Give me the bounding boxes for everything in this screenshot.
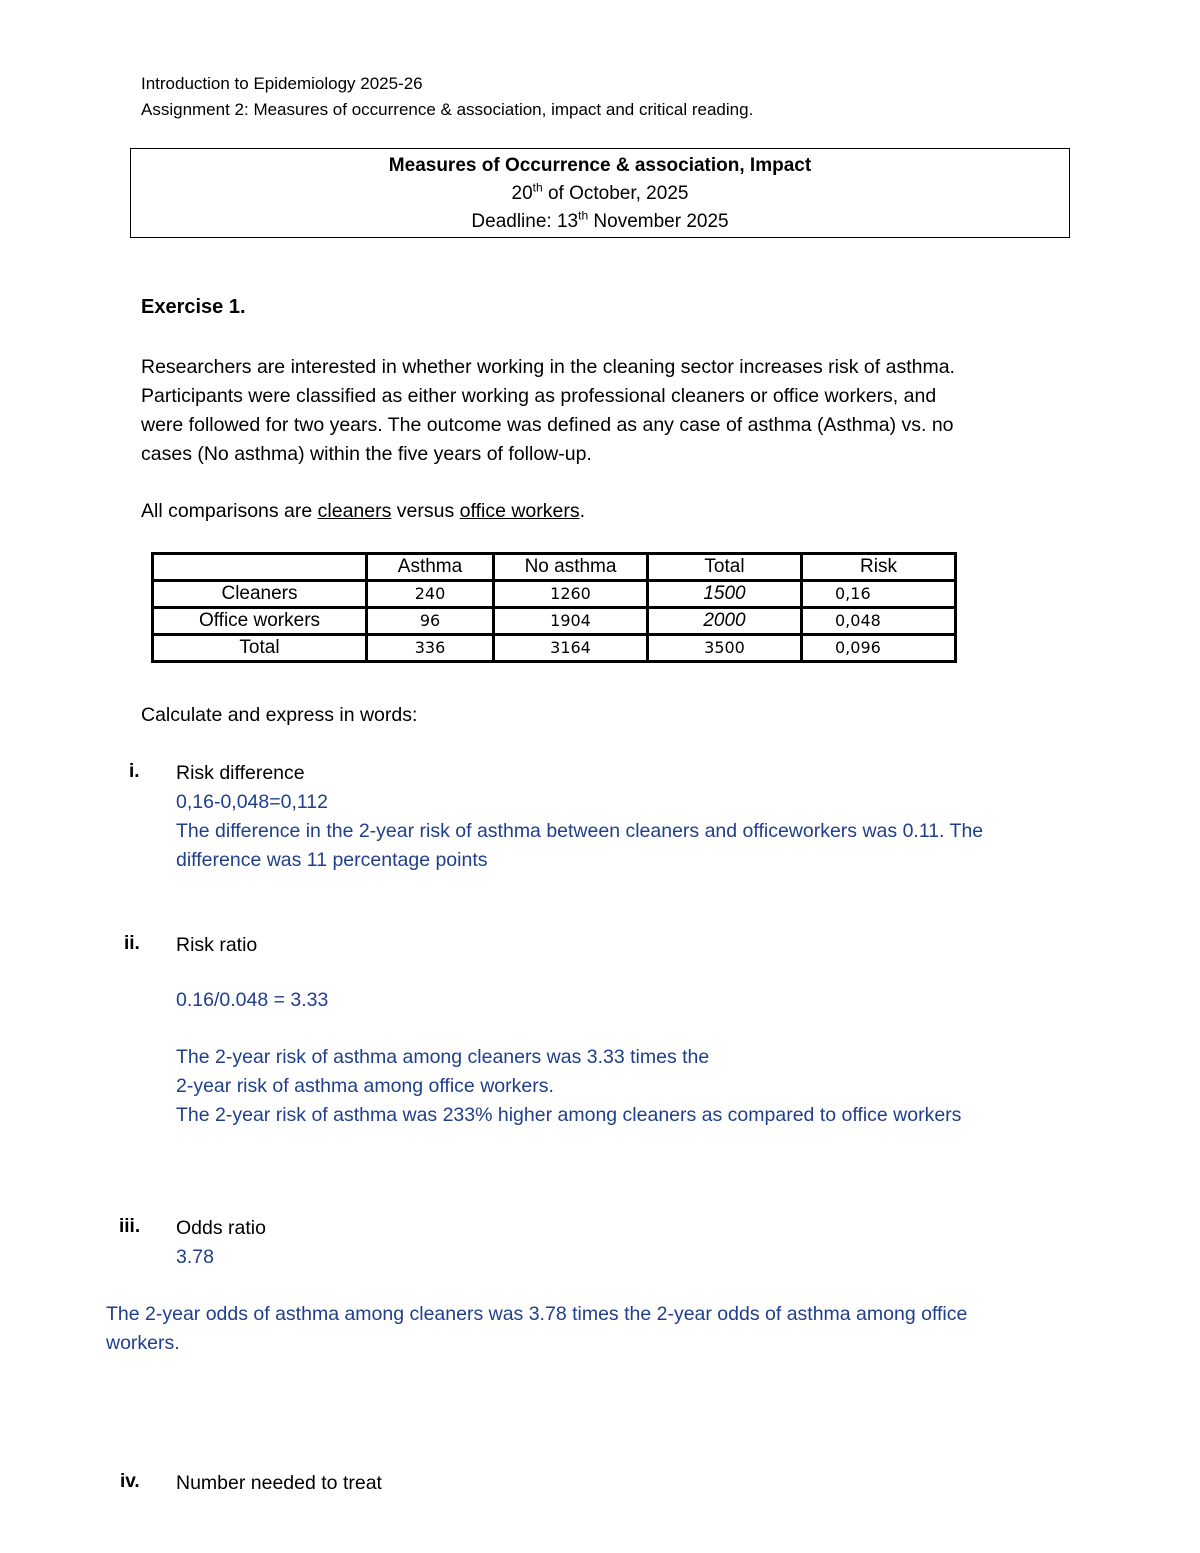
- total-cell: 3500: [648, 635, 802, 662]
- row-label: Office workers: [153, 608, 367, 635]
- table-row: [153, 608, 956, 635]
- numeral-iii: iii.: [119, 1216, 141, 1237]
- header-cell: No asthma: [494, 554, 648, 581]
- total-cell: 1500: [648, 581, 802, 608]
- course-title: Introduction to Epidemiology 2025-26: [141, 74, 423, 93]
- risk-cell: 0,048: [802, 608, 956, 635]
- question-label: Number needed to treat: [176, 1472, 382, 1494]
- answer-line: 2-year risk of asthma among office workers.: [176, 1075, 554, 1097]
- title-box: [130, 148, 1070, 238]
- header-cell: [153, 554, 367, 581]
- row-label: Cleaners: [153, 581, 367, 608]
- box-title: Measures of Occurrence & association, Impact: [388, 155, 812, 176]
- exercise-heading: Exercise 1.: [141, 296, 246, 318]
- question-label: Risk difference: [176, 762, 305, 784]
- total-cell: 2000: [648, 608, 802, 635]
- question-i-block: [176, 759, 983, 875]
- no-asthma-cell: 1904: [494, 608, 648, 635]
- office-workers-underlined: office workers: [459, 500, 580, 522]
- exercise-paragraph: [141, 353, 955, 469]
- paragraph-line: were followed for two years. The outcome was defined as any case of asthma (Asthma) vs. no: [141, 414, 954, 436]
- asthma-cell: 96: [367, 608, 494, 635]
- paragraph-line: Participants were classified as either working as professional cleaners or office workers, and: [141, 385, 937, 407]
- numeral-ii: ii.: [124, 933, 140, 954]
- comparison-line: All comparisons are cleaners versus office workers.: [141, 500, 586, 522]
- row-label: Total: [153, 635, 367, 662]
- assignment-title: Assignment 2: Measures of occurrence & association, impact and critical reading.: [141, 100, 754, 119]
- header-cell: Risk: [802, 554, 956, 581]
- no-asthma-cell: 3164: [494, 635, 648, 662]
- question-calc: 0,16-0,048=0,112: [176, 791, 328, 813]
- box-deadline: Deadline: 13th November 2025: [471, 208, 729, 232]
- paragraph-line: Researchers are interested in whether working in the cleaning sector increases risk of asthma.: [141, 356, 955, 378]
- cleaners-underlined: cleaners: [317, 500, 392, 522]
- header-cell: Total: [648, 554, 802, 581]
- asthma-cell: 336: [367, 635, 494, 662]
- question-calc: 0.16/0.048 = 3.33: [176, 989, 329, 1011]
- table-row: [153, 581, 956, 608]
- question-iii-block: [176, 1214, 266, 1272]
- answer-line: difference was 11 percentage points: [176, 849, 488, 871]
- no-asthma-cell: 1260: [494, 581, 648, 608]
- table-header-row: [153, 554, 956, 581]
- numeral-iv: iv.: [120, 1471, 140, 1492]
- question-iii-answer: [106, 1300, 967, 1358]
- answer-line: The 2-year odds of asthma among cleaners was 3.78 times the 2-year odds of asthma among office: [106, 1303, 968, 1325]
- answer-line: The difference in the 2-year risk of asthma between cleaners and officeworkers was 0.11. The: [176, 820, 984, 842]
- contingency-table: [151, 552, 957, 663]
- question-label: Risk ratio: [176, 934, 258, 956]
- box-date: 20th of October, 2025: [511, 180, 689, 204]
- question-calc: 3.78: [176, 1246, 214, 1268]
- instructions: Calculate and express in words:: [141, 704, 418, 726]
- risk-cell: 0,096: [802, 635, 956, 662]
- risk-cell: 0,16: [802, 581, 956, 608]
- paragraph-line: cases (No asthma) within the five years of follow-up.: [141, 443, 592, 465]
- header-cell: Asthma: [367, 554, 494, 581]
- answer-line: The 2-year risk of asthma among cleaners was 3.33 times the: [176, 1046, 710, 1068]
- asthma-cell: 240: [367, 581, 494, 608]
- table-row: [153, 635, 956, 662]
- question-label: Odds ratio: [176, 1217, 266, 1239]
- numeral-i: i.: [129, 761, 140, 782]
- question-ii-answer: [176, 1043, 961, 1130]
- answer-line: The 2-year risk of asthma was 233% higher among cleaners as compared to office workers: [176, 1104, 962, 1126]
- answer-line: workers.: [106, 1332, 180, 1354]
